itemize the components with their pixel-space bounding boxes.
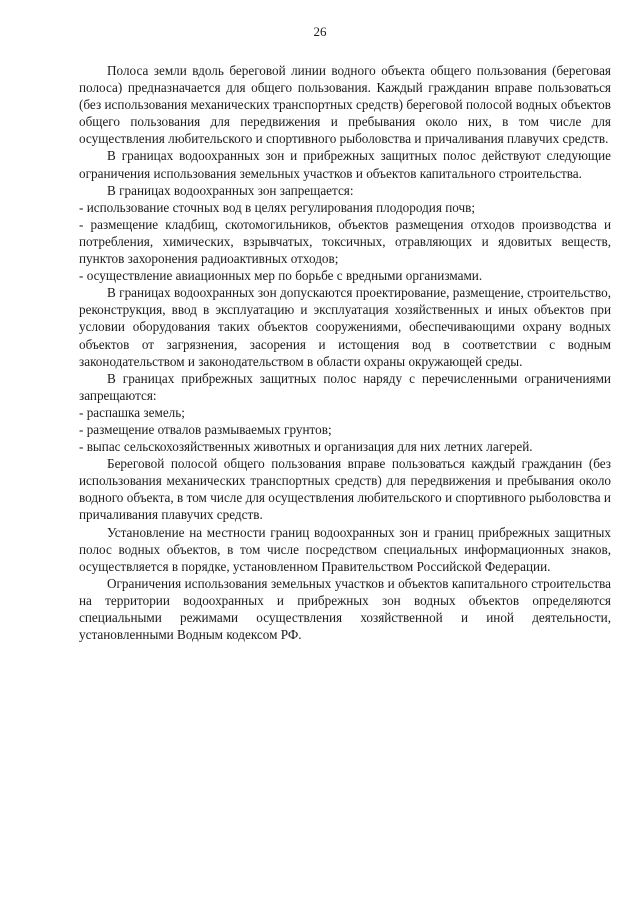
list-item: - размещение кладбищ, скотомогильников, объектов размещения отходов производства и потребления, химических, взрывчатых, токсичных, отравляющих и ядовитых веществ, пунктов захоронения радиоактивных отходов;	[79, 216, 611, 267]
list-item: - распашка земель;	[79, 404, 185, 420]
paragraph-protective-strip-prohibited: В границах прибрежных защитных полос наряду с перечисленными ограничениями запрещаются:	[79, 370, 611, 403]
list-item: - использование сточных вод в целях регулирования плодородия почв;	[79, 199, 476, 215]
list-item: - размещение отвалов размываемых грунтов;	[79, 421, 332, 437]
paragraph-coastal-strip: Полоса земли вдоль береговой линии водного объекта общего пользования (береговая полоса) предназначается для общего пользования. Каждый гражданин вправе пользоваться (без использования механических транспортных средств) береговой полосой водных объектов общего пользования для передвижения и пребывания около них, в том числе для осуществления любительского и спортивного рыболовства и причаливания плавучих средств.	[79, 63, 611, 147]
list-item: - осуществление авиационных мер по борьбе с вредными организмами.	[79, 268, 483, 284]
paragraph-land-use-restrictions: Ограничения использования земельных участков и объектов капитального строительства на территории водоохранных и прибрежных зон водных объектов определяются специальными режимами осуществления хозяйственной и иной деятельности, установленными Водным кодексом РФ.	[79, 575, 611, 643]
list-item: - выпас сельскохозяйственных животных и организация для них летних лагерей.	[79, 439, 533, 455]
paragraph-water-zone-prohibited: В границах водоохранных зон запрещается:	[107, 182, 354, 198]
page-number: 26	[313, 24, 327, 39]
paragraph-public-coastal-strip: Береговой полосой общего пользования вправе пользоваться каждый гражданин (без использования механических транспортных средств) для передвижения и пребывания около водного объекта, в том числе для осуществления любительского и спортивного рыболовства и причаливания плавучих средств.	[79, 456, 611, 523]
paragraph-restrictions-intro: В границах водоохранных зон и прибрежных защитных полос действуют следующие ограничения использования земельных участков и объектов капитального строительства.	[79, 148, 611, 181]
paragraph-water-zone-allowed: В границах водоохранных зон допускаются проектирование, размещение, строительство, реконструкция, ввод в эксплуатацию и эксплуатация хозяйственных и иных объектов при условии оборудования таких объектов сооружениями, обеспечивающими охрану водных объектов от загрязнения, засорения и истощения вод в соответствии с водным законодательством и законодательством в области охраны окружающей среды.	[79, 285, 611, 369]
paragraph-boundary-marking: Установление на местности границ водоохранных зон и границ прибрежных защитных полос водных объектов, в том числе посредством специальных информационных знаков, осуществляется в порядке, установленном Правительством Российской Федерации.	[79, 524, 611, 574]
body-text	[79, 62, 611, 643]
